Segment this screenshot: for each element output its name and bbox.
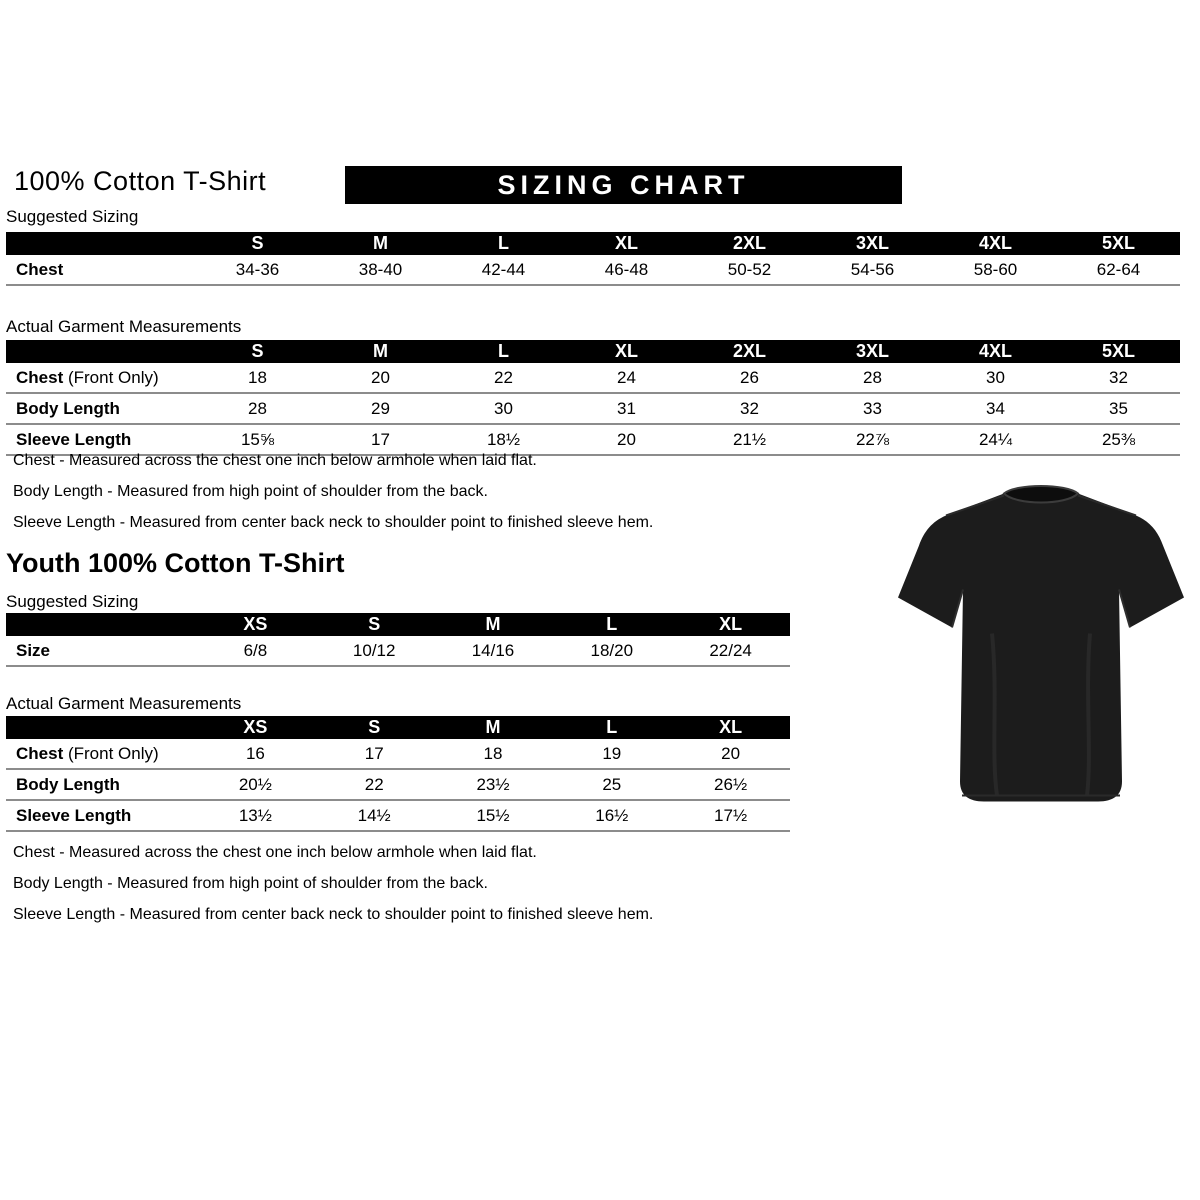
measurement-cell: 18 — [434, 739, 553, 769]
measurement-cell: 17 — [315, 739, 434, 769]
note-body-length: Body Length - Measured from high point of shoulder from the back. — [13, 483, 488, 500]
note-sleeve-length: Sleeve Length - Measured from center back neck to shoulder point to finished sleeve hem. — [13, 906, 654, 923]
size-table — [6, 232, 1180, 286]
measurement-cell: 15⅝ — [196, 424, 319, 455]
measurement-cell: 32 — [688, 393, 811, 424]
measurement-cell: 17½ — [671, 800, 790, 831]
measurement-cell: 14/16 — [434, 636, 553, 666]
size-column-header: XS — [196, 716, 315, 739]
measurement-cell: 50-52 — [688, 255, 811, 285]
row-label: Chest — [6, 255, 196, 285]
size-column-header: S — [196, 232, 319, 255]
note-sleeve-length: Sleeve Length - Measured from center back neck to shoulder point to finished sleeve hem. — [13, 514, 654, 531]
size-column-header: 3XL — [811, 340, 934, 363]
measurement-row — [6, 769, 790, 800]
size-column-header: 2XL — [688, 232, 811, 255]
measurement-cell: 29 — [319, 393, 442, 424]
measurement-cell: 16½ — [552, 800, 671, 831]
adult-garment-measurements-label: Actual Garment Measurements — [6, 317, 242, 336]
measurement-row — [6, 739, 790, 769]
measurement-row — [6, 800, 790, 831]
size-header-row — [6, 232, 1180, 255]
header-spacer-cell — [6, 613, 196, 636]
size-column-header: 5XL — [1057, 232, 1180, 255]
measurement-cell: 33 — [811, 393, 934, 424]
measurement-cell: 58-60 — [934, 255, 1057, 285]
measurement-row — [6, 393, 1180, 424]
measurement-cell: 34-36 — [196, 255, 319, 285]
measurement-cell: 22/24 — [671, 636, 790, 666]
measurement-cell: 15½ — [434, 800, 553, 831]
youth-measurement-notes — [13, 844, 653, 937]
measurement-cell: 28 — [811, 363, 934, 393]
measurement-cell: 10/12 — [315, 636, 434, 666]
measurement-row — [6, 636, 790, 666]
measurement-cell: 46-48 — [565, 255, 688, 285]
header-spacer-cell — [6, 232, 196, 255]
size-column-header: XL — [565, 232, 688, 255]
size-header-row — [6, 613, 790, 636]
measurement-cell: 31 — [565, 393, 688, 424]
size-column-header: S — [315, 613, 434, 636]
size-column-header: L — [442, 232, 565, 255]
measurement-cell: 22⅞ — [811, 424, 934, 455]
row-label: Sleeve Length — [6, 800, 196, 831]
row-label: Body Length — [6, 393, 196, 424]
size-table — [6, 613, 790, 667]
header-spacer-cell — [6, 340, 196, 363]
row-label: Chest (Front Only) — [6, 739, 196, 769]
note-chest: Chest - Measured across the chest one inch below armhole when laid flat. — [13, 452, 537, 469]
measurement-cell: 30 — [442, 393, 565, 424]
page-title: 100% Cotton T-Shirt — [14, 166, 267, 196]
measurement-row — [6, 424, 1180, 455]
measurement-cell: 28 — [196, 393, 319, 424]
measurement-cell: 26 — [688, 363, 811, 393]
size-column-header: XS — [196, 613, 315, 636]
measurement-cell: 20½ — [196, 769, 315, 800]
tshirt-graphic — [892, 472, 1190, 820]
measurement-cell: 13½ — [196, 800, 315, 831]
measurement-cell: 19 — [552, 739, 671, 769]
measurement-cell: 25 — [552, 769, 671, 800]
measurement-cell: 14½ — [315, 800, 434, 831]
measurement-cell: 21½ — [688, 424, 811, 455]
note-body-length: Body Length - Measured from high point of shoulder from the back. — [13, 875, 488, 892]
size-column-header: M — [319, 340, 442, 363]
size-column-header: 2XL — [688, 340, 811, 363]
measurement-cell: 23½ — [434, 769, 553, 800]
size-column-header: L — [442, 340, 565, 363]
row-label: Size — [6, 636, 196, 666]
size-column-header: M — [434, 613, 553, 636]
adult-suggested-sizing-label: Suggested Sizing — [6, 207, 139, 226]
measurement-cell: 62-64 — [1057, 255, 1180, 285]
adult-garment-measurements-table — [6, 340, 1180, 456]
sizing-chart-banner: SIZING CHART — [345, 166, 902, 204]
youth-garment-measurements-label: Actual Garment Measurements — [6, 694, 242, 713]
measurement-cell: 35 — [1057, 393, 1180, 424]
measurement-row — [6, 363, 1180, 393]
measurement-cell: 25⅜ — [1057, 424, 1180, 455]
measurement-row — [6, 255, 1180, 285]
measurement-cell: 16 — [196, 739, 315, 769]
size-column-header: XL — [671, 716, 790, 739]
size-column-header: S — [196, 340, 319, 363]
measurement-cell: 26½ — [671, 769, 790, 800]
row-label: Chest (Front Only) — [6, 363, 196, 393]
measurement-cell: 42-44 — [442, 255, 565, 285]
size-column-header: L — [552, 613, 671, 636]
adult-measurement-notes — [13, 452, 653, 545]
measurement-cell: 24¼ — [934, 424, 1057, 455]
measurement-cell: 18½ — [442, 424, 565, 455]
measurement-cell: 30 — [934, 363, 1057, 393]
size-column-header: S — [315, 716, 434, 739]
youth-suggested-sizing-label: Suggested Sizing — [6, 592, 139, 611]
size-column-header: 3XL — [811, 232, 934, 255]
size-table — [6, 340, 1180, 456]
row-label: Body Length — [6, 769, 196, 800]
measurement-cell: 20 — [565, 424, 688, 455]
size-column-header: M — [319, 232, 442, 255]
measurement-cell: 34 — [934, 393, 1057, 424]
measurement-cell: 54-56 — [811, 255, 934, 285]
size-column-header: 5XL — [1057, 340, 1180, 363]
measurement-cell: 18/20 — [552, 636, 671, 666]
youth-suggested-sizing-table — [6, 613, 790, 667]
header-spacer-cell — [6, 716, 196, 739]
adult-suggested-sizing-table — [6, 232, 1180, 286]
youth-section-title: Youth 100% Cotton T-Shirt — [6, 548, 345, 578]
measurement-cell: 38-40 — [319, 255, 442, 285]
measurement-cell: 32 — [1057, 363, 1180, 393]
size-column-header: XL — [565, 340, 688, 363]
size-column-header: L — [552, 716, 671, 739]
size-table — [6, 716, 790, 832]
size-column-header: 4XL — [934, 340, 1057, 363]
tshirt-image — [892, 472, 1190, 820]
size-column-header: M — [434, 716, 553, 739]
size-header-row — [6, 340, 1180, 363]
measurement-cell: 22 — [442, 363, 565, 393]
note-chest: Chest - Measured across the chest one inch below armhole when laid flat. — [13, 844, 537, 861]
measurement-cell: 24 — [565, 363, 688, 393]
measurement-cell: 22 — [315, 769, 434, 800]
row-label: Sleeve Length — [6, 424, 196, 455]
measurement-cell: 17 — [319, 424, 442, 455]
size-column-header: 4XL — [934, 232, 1057, 255]
measurement-cell: 20 — [319, 363, 442, 393]
size-header-row — [6, 716, 790, 739]
measurement-cell: 6/8 — [196, 636, 315, 666]
measurement-cell: 18 — [196, 363, 319, 393]
size-column-header: XL — [671, 613, 790, 636]
youth-garment-measurements-table — [6, 716, 790, 832]
measurement-cell: 20 — [671, 739, 790, 769]
